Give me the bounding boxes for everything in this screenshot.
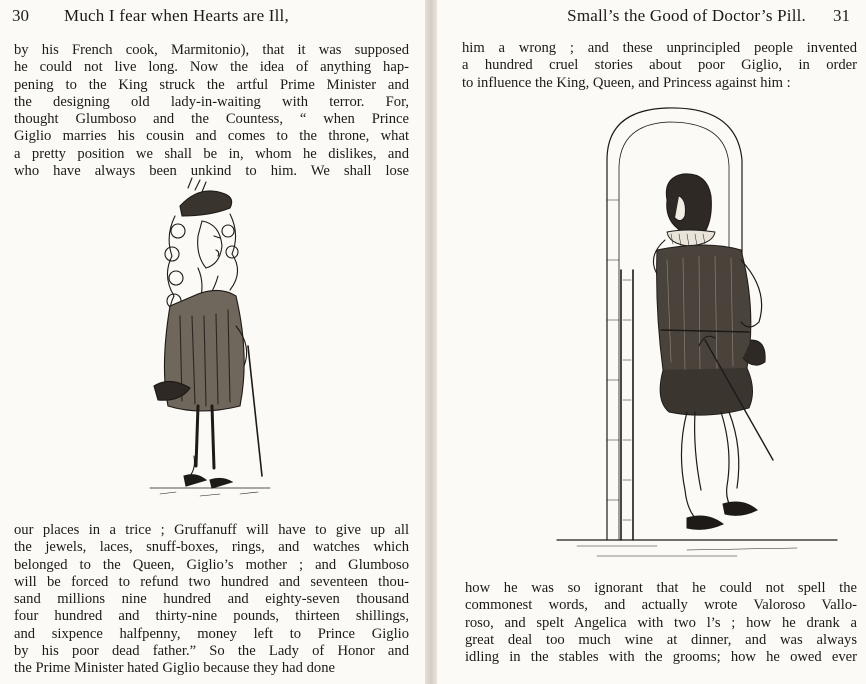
text-line: will be forced to refund two hundred and seventeen thou- [14,573,409,590]
text-line: who have always been unkind to him. We shall lose [14,163,409,180]
text-line: four hundred and thirty-nine pounds, thirteen shillings, [14,608,409,625]
text-line: the jewels, laces, snuff-boxes, rings, and watches which [14,539,409,556]
illustration-prince-giglio [537,100,857,565]
right-page [437,0,866,684]
text-line: pening to the King struck the artful Prime Minister and [14,76,409,93]
text-line: our places in a trice ; Gruffanuff will have to give up all [14,522,409,538]
text-line: roso, and spelt Angelica with two l’s ; how he drank a [465,614,857,631]
body-text-top [462,40,857,92]
engraving-figure-icon [140,176,280,511]
text-line: how he was so ignorant that he could not spell the [465,580,857,596]
text-line: the designing old lady-in-waiting with terror. For, [14,93,409,110]
text-line: Giglio marries his cousin and comes to the throne, what [14,128,409,145]
text-line: him a wrong ; and these unprincipled people invented [462,40,857,56]
text-line: by his French cook, Marmitonio), that it was supposed [14,42,409,58]
engraving-figure-icon [537,100,857,565]
text-line: great deal too much wine at dinner, and was always [465,631,857,648]
body-text-bottom [465,580,857,666]
book-gutter [425,0,437,684]
page-number: 31 [833,6,850,25]
text-line: idling in the stables with the grooms; how he owed ever [465,649,857,666]
text-line: thought Glumboso and the Countess, “ when Prince [14,111,409,128]
left-page [0,0,425,684]
page-number: 30 [12,6,29,25]
running-head: Much I fear when Hearts are Ill, [64,6,289,25]
text-line: the Prime Minister hated Giglio because they had done [14,660,335,677]
body-text-bottom [14,522,409,678]
text-line: a hundred cruel stories about poor Giglio, in order [462,57,857,74]
text-line: to influence the King, Queen, and Princess against him : [462,74,791,91]
illustration-old-courtier [140,176,280,511]
body-text-top [14,42,409,180]
text-line: commonest words, and actually wrote Valoroso Vallo- [465,597,857,614]
text-line: by his poor dead father.” So the Lady of Honor and [14,643,409,660]
text-line: he could not live long. Now the idea of anything hap- [14,59,409,76]
text-line: sand millions nine hundred and eighty-seven thousand [14,591,409,608]
text-line: and sixpence halfpenny, money left to Prince Giglio [14,625,409,642]
running-head: Small’s the Good of Doctor’s Pill. [567,6,806,25]
text-line: belonged to the Queen, Giglio’s mother ; and Glumboso [14,556,409,573]
text-line: a pretty position we shall be in, whom he dislikes, and [14,145,409,162]
